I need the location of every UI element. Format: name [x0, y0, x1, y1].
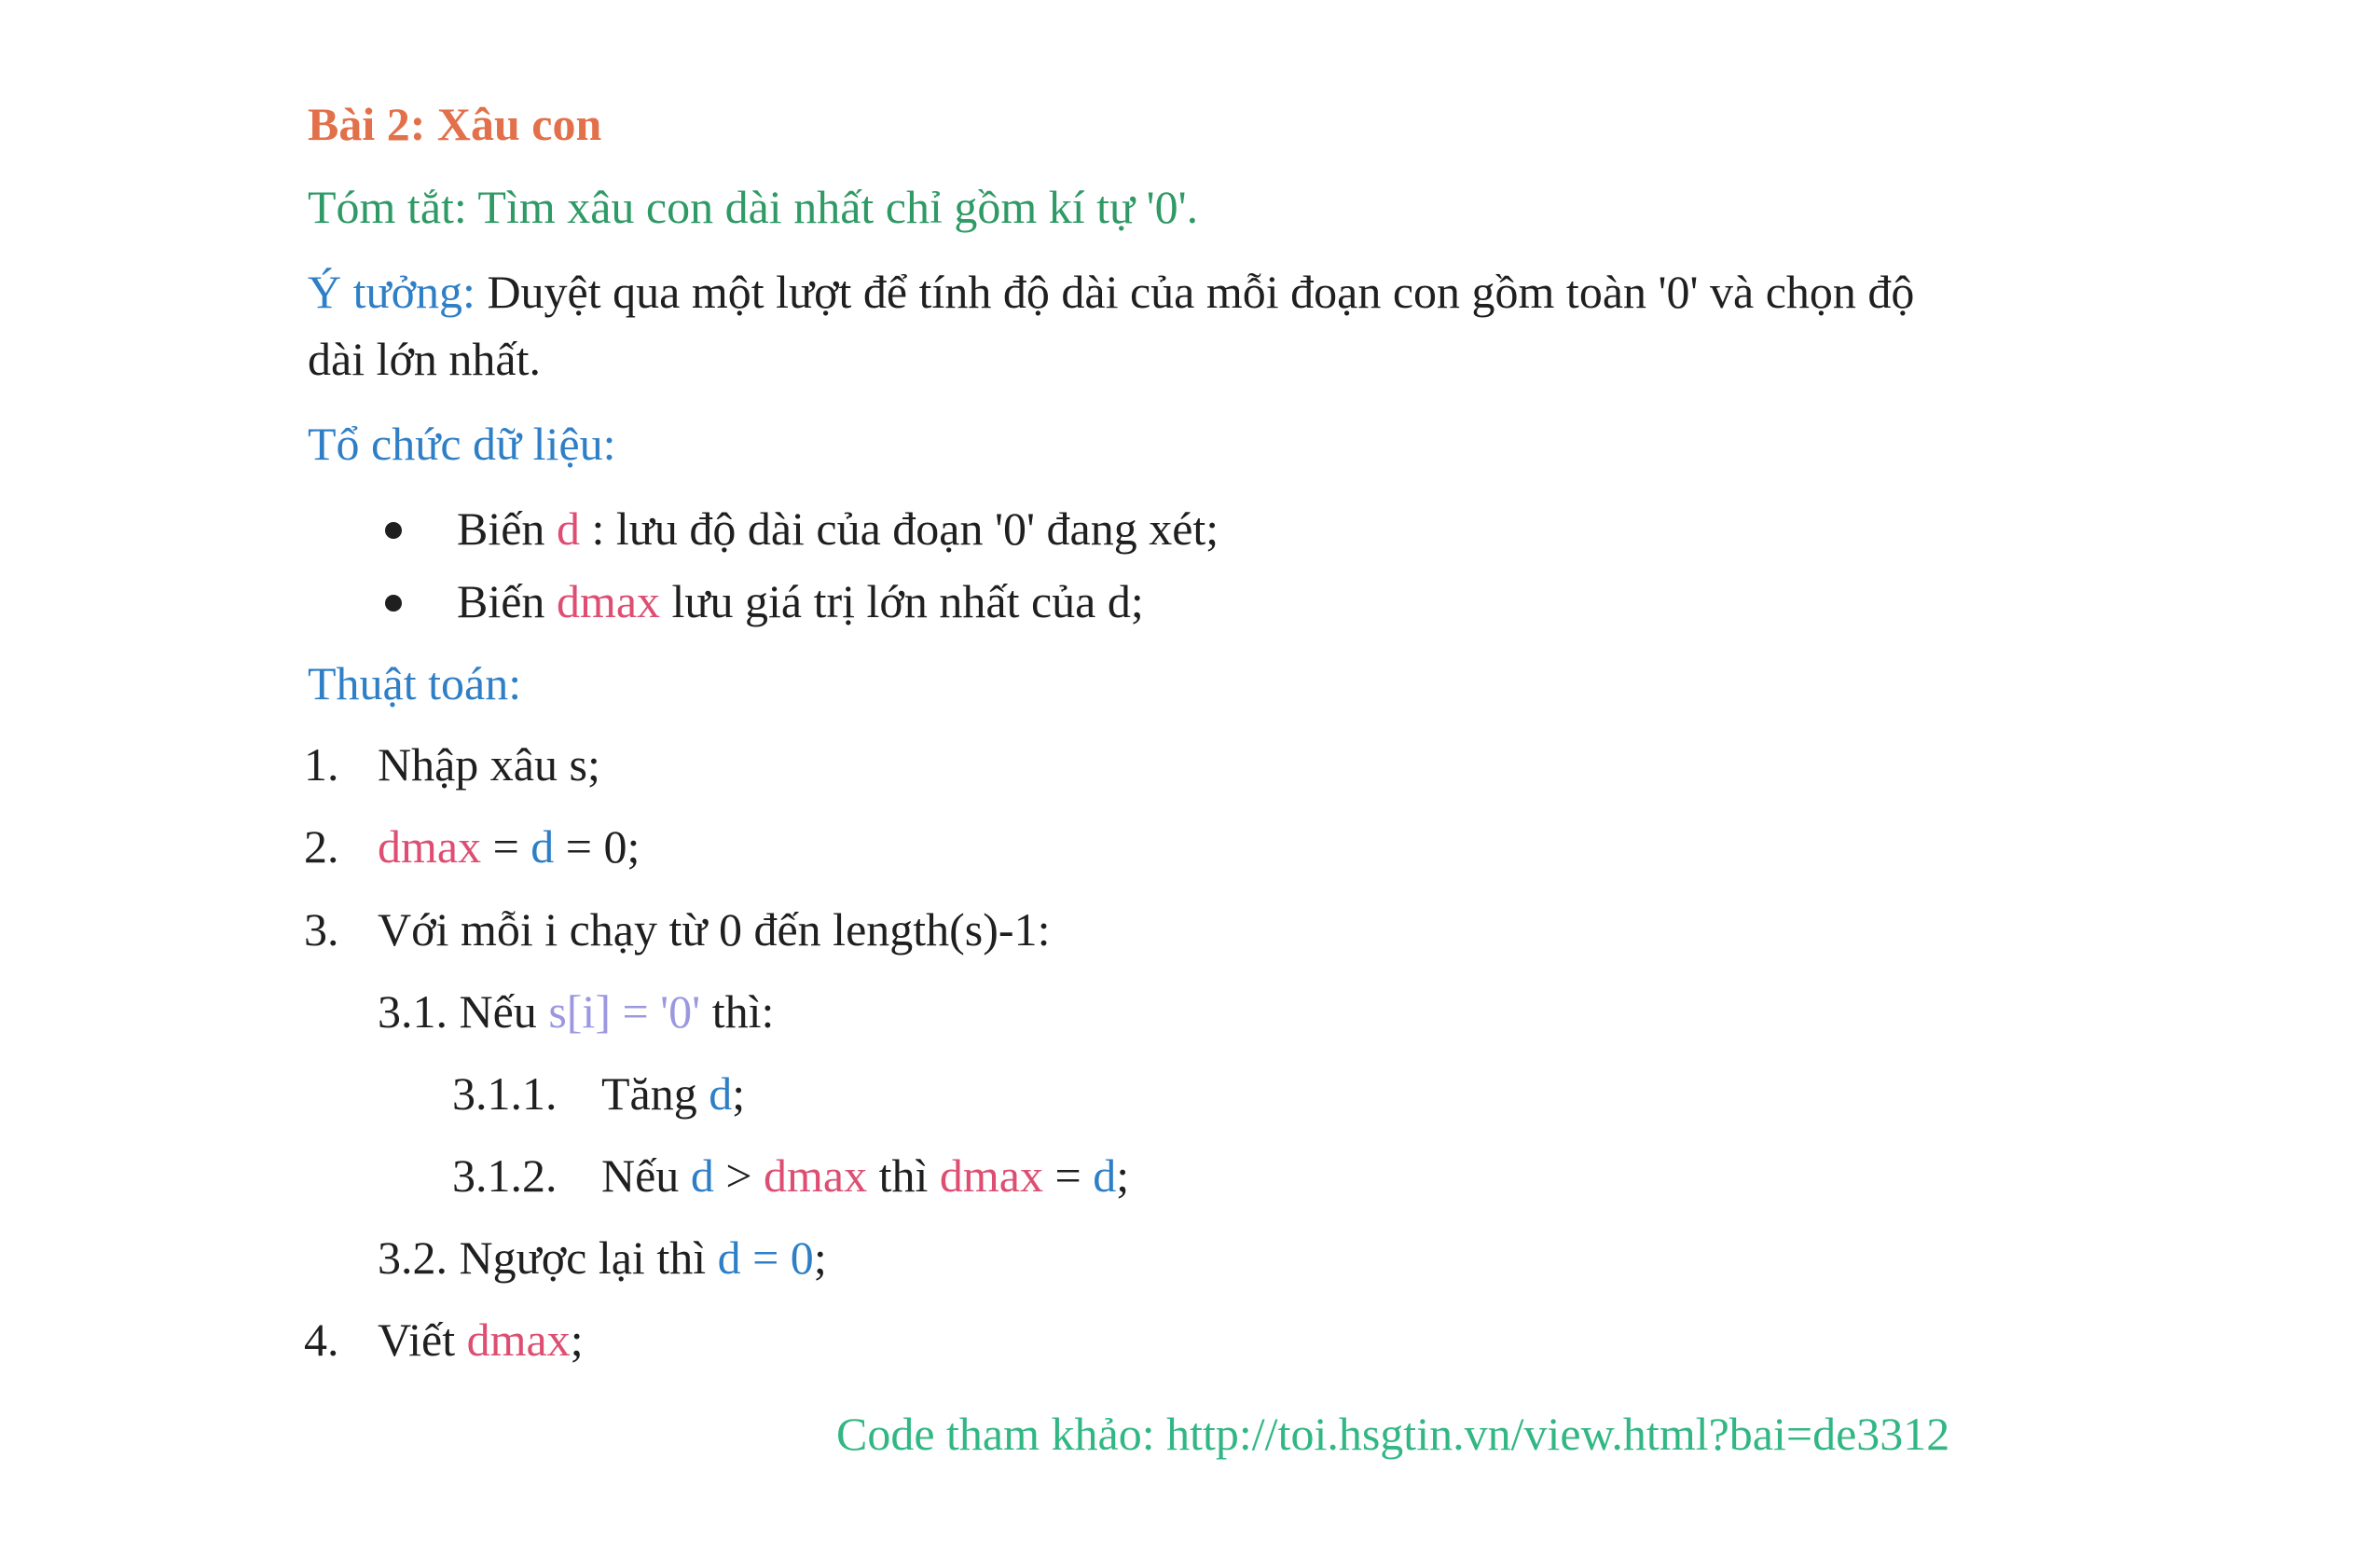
idea-label: Ý tưởng:: [308, 266, 475, 318]
assignment: d = 0: [717, 1231, 814, 1284]
var-d: d: [530, 820, 555, 873]
var-dmax: dmax: [378, 820, 482, 873]
bullet-prefix: Biến: [457, 575, 557, 627]
bullet-prefix: Biến: [457, 502, 557, 555]
operator: =: [481, 820, 531, 873]
step-number: 1.: [304, 738, 339, 791]
var-d: d: [690, 1149, 714, 1202]
step-number: 3.2.: [378, 1231, 448, 1284]
idea-line-1: [308, 264, 1914, 320]
idea-text-1: Duyệt qua một lượt để tính độ dài của mỗi đoạn con gồm toàn '0' và chọn độ: [475, 266, 1915, 318]
step-text: ;: [813, 1231, 827, 1284]
step-1-text: Nhập xâu s;: [378, 738, 600, 791]
step-number: 3.1.1.: [452, 1067, 558, 1120]
operator: = 0;: [554, 820, 640, 873]
var-d: d: [709, 1067, 733, 1120]
summary-line: [308, 179, 1198, 235]
bullet-suffix: lưu giá trị lớn nhất của d;: [660, 575, 1144, 627]
bullet-suffix: : lưu độ dài của đoạn '0' đang xét;: [579, 502, 1219, 555]
var-d: d: [1093, 1149, 1117, 1202]
summary-label: Tóm tắt:: [308, 181, 467, 233]
step-number: 3.: [304, 903, 339, 956]
var-dmax: dmax: [764, 1149, 868, 1202]
summary-text: Tìm xâu con dài nhất chỉ gồm kí tự '0'.: [466, 181, 1199, 233]
var-dmax: dmax: [466, 1314, 571, 1366]
operator: =: [1043, 1149, 1094, 1202]
step-text: ;: [1116, 1149, 1130, 1202]
step-text: Tăng: [601, 1067, 709, 1120]
bullet-item-dmax: [457, 573, 1144, 629]
reference-link[interactable]: http://toi.hsgtin.vn/view.html?bai=de3312: [1166, 1408, 1950, 1460]
bullet-dot: [385, 595, 402, 612]
step-text: thì: [867, 1149, 940, 1202]
reference-line: [836, 1406, 1949, 1462]
var-d: d: [556, 502, 580, 555]
step-4-text: [378, 1312, 584, 1368]
data-org-heading: Tổ chức dữ liệu:: [308, 418, 616, 470]
step-number: 4.: [304, 1314, 339, 1366]
step-text: Nếu: [448, 985, 549, 1038]
algorithm-heading: Thuật toán:: [308, 657, 522, 709]
page-title: Bài 2: Xâu con: [308, 98, 602, 150]
step-3-1-2-text: [601, 1148, 1129, 1204]
step-number: 3.1.: [378, 985, 448, 1038]
step-text: Viết: [378, 1314, 467, 1366]
bullet-dot: [385, 522, 402, 539]
bullet-item-d: [457, 501, 1219, 557]
step-2-text: [378, 818, 640, 874]
idea-line-2: dài lớn nhất.: [308, 333, 541, 385]
reference-label: Code tham khảo:: [836, 1408, 1167, 1460]
operator: >: [713, 1149, 764, 1202]
var-dmax: dmax: [556, 575, 661, 627]
step-text: ;: [570, 1314, 584, 1366]
step-3-1: [378, 983, 774, 1039]
step-3-1-1-text: [601, 1066, 745, 1121]
step-text: Nếu: [601, 1149, 691, 1202]
step-text: thì:: [700, 985, 775, 1038]
step-3-2: [378, 1230, 827, 1286]
step-number: 3.1.2.: [452, 1149, 558, 1202]
step-text: Ngược lại thì: [448, 1231, 718, 1284]
step-3-text: Với mỗi i chạy từ 0 đến length(s)-1:: [378, 903, 1051, 956]
var-dmax: dmax: [939, 1149, 1043, 1202]
step-number: 2.: [304, 820, 339, 873]
condition: s[i] = '0': [548, 985, 701, 1038]
step-text: ;: [732, 1067, 746, 1120]
